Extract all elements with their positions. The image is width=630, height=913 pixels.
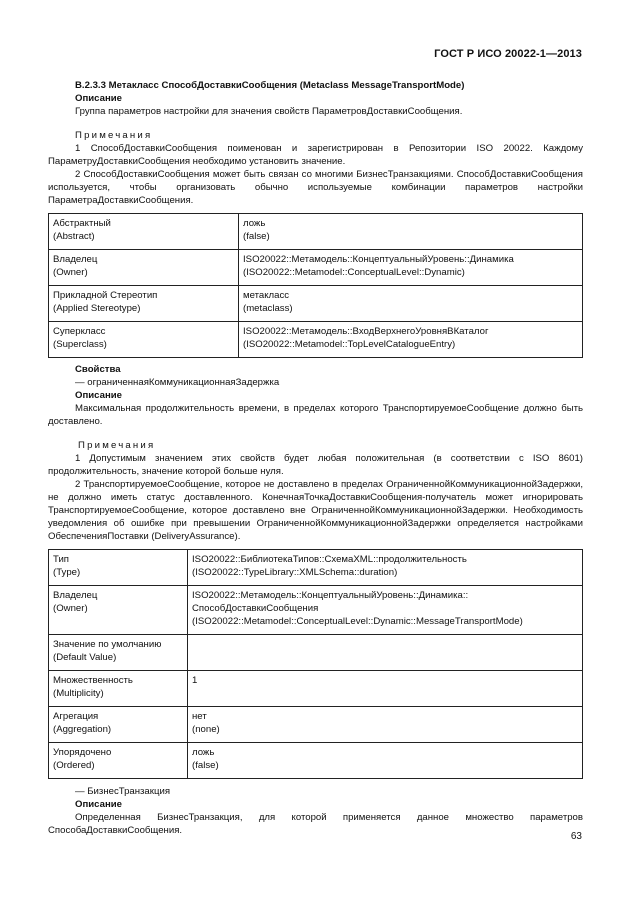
- attribute-value-cell: [188, 635, 583, 671]
- attribute-name: Прикладной Стереотип: [53, 290, 158, 301]
- attribute-name: Абстрактный: [53, 218, 111, 229]
- document-header: ГОСТ Р ИСО 20022-1—2013: [434, 48, 582, 60]
- description-heading: Описание: [75, 93, 122, 104]
- properties-heading: Свойства: [75, 364, 121, 375]
- property-name: — ограниченнаяКоммуникационнаяЗадержка: [75, 377, 280, 388]
- attribute-name-en: (Ordered): [53, 760, 95, 771]
- attribute-name-cell: [49, 635, 188, 671]
- property-description-text: Максимальная продолжительность времени, в пределах которого ТранспортируемоеСообщение должно быть доставлено.: [48, 403, 583, 427]
- attribute-name: Множественность: [53, 675, 133, 686]
- attribute-name-cell: [49, 286, 239, 322]
- attribute-value-cell: [239, 250, 583, 286]
- attribute-value-line: ISO20022::Метамодель::КонцептуальныйУровень::Динамика: [243, 254, 514, 265]
- table-row: [49, 671, 583, 707]
- table-row: [49, 586, 583, 635]
- attribute-name-cell: [49, 743, 188, 779]
- table-row: [49, 550, 583, 586]
- property-description-heading: Описание: [75, 799, 122, 810]
- attribute-name-cell: [49, 707, 188, 743]
- section-title: B.2.3.3 Метакласс СпособДоставкиСообщения (Metaclass MessageTransportMode): [75, 80, 465, 91]
- attribute-value-cell: [239, 214, 583, 250]
- attribute-name-en: (Owner): [53, 603, 88, 614]
- attribute-name-en: (Multiplicity): [53, 688, 104, 699]
- table-row: [49, 214, 583, 250]
- attribute-name: Агрегация: [53, 711, 99, 722]
- page-content: [48, 79, 583, 837]
- property-attributes-table: [48, 549, 583, 779]
- attribute-value-cell: [239, 322, 583, 358]
- attribute-value-line: СпособДоставкиСообщения: [192, 603, 319, 614]
- attribute-value-cell: [188, 743, 583, 779]
- attribute-value-line: 1: [192, 675, 198, 686]
- attribute-value-line: ISO20022::БиблиотекаТипов::СхемаXML::продолжительность: [192, 554, 467, 565]
- attribute-value-cell: [188, 707, 583, 743]
- table-row: [49, 286, 583, 322]
- table-row: [49, 322, 583, 358]
- attribute-value-line: (metaclass): [243, 303, 293, 314]
- attribute-value-cell: [188, 671, 583, 707]
- note-1: 1 СпособДоставкиСообщения поименован и зарегистрирован в Репозитории ISO 20022. Каждому ПараметруДоставкиСообщения необходимо установить значение.: [48, 143, 583, 167]
- attribute-value-line: ISO20022::Метамодель::ВходВерхнегоУровняВКаталог: [243, 326, 489, 337]
- attribute-name: Значение по умолчанию: [53, 639, 162, 650]
- attribute-name-en: (Applied Stereotype): [53, 303, 141, 314]
- attribute-value-line: (false): [243, 231, 270, 242]
- attribute-value-cell: [188, 586, 583, 635]
- attribute-name: Владелец: [53, 590, 98, 601]
- attribute-value-line: (ISO20022::Metamodel::ConceptualLevel::Dynamic::MessageTransportMode): [192, 616, 523, 627]
- property-description-heading: Описание: [75, 390, 122, 401]
- attribute-name: Упорядочено: [53, 747, 112, 758]
- attribute-value-line: (ISO20022::Metamodel::ConceptualLevel::Dynamic): [243, 267, 465, 278]
- property-notes-heading: Примечания: [78, 440, 156, 451]
- attribute-name-cell: [49, 550, 188, 586]
- attribute-name-cell: [49, 322, 239, 358]
- attribute-name-en: (Owner): [53, 267, 88, 278]
- attribute-value-line: (none): [192, 724, 220, 735]
- attribute-name: Владелец: [53, 254, 98, 265]
- attribute-name-en: (Abstract): [53, 231, 95, 242]
- attribute-value-cell: [188, 550, 583, 586]
- metaclass-properties-table: [48, 213, 583, 358]
- note-2: 2 СпособДоставкиСообщения может быть связан со многими БизнесТранзакциями. СпособДоставкиСообщения используется, чтобы организовать обычно используемые комбинации параметров настройки ПараметраДоставкиСообщения.: [48, 169, 583, 206]
- attribute-name-en: (Aggregation): [53, 724, 112, 735]
- table-row: [49, 743, 583, 779]
- property-description-text: Определенная БизнесТранзакция, для которой применяется данное множество параметров СпособаДоставкиСообщения.: [48, 812, 583, 836]
- attribute-value-line: ложь: [243, 218, 266, 229]
- table-row: [49, 250, 583, 286]
- attribute-name: Суперкласс: [53, 326, 106, 337]
- property-name: — БизнесТранзакция: [75, 786, 171, 797]
- attribute-name-cell: [49, 250, 239, 286]
- attribute-name-en: (Default Value): [53, 652, 117, 663]
- notes-heading: Примечания: [75, 130, 153, 141]
- table-row: [49, 707, 583, 743]
- attribute-value-line: (ISO20022::TypeLibrary::XMLSchema::duration): [192, 567, 398, 578]
- attribute-value-cell: [239, 286, 583, 322]
- attribute-value-line: (false): [192, 760, 219, 771]
- page-number: 63: [570, 831, 582, 842]
- property-note-1: 1 Допустимым значением этих свойств будет любая положительная (в соответствии с ISO 8601) продолжительность, значение которой больше нуля.: [48, 453, 583, 477]
- attribute-value-line: ложь: [192, 747, 215, 758]
- attribute-name-cell: [49, 214, 239, 250]
- attribute-name-en: (Type): [53, 567, 81, 578]
- attribute-name-cell: [49, 671, 188, 707]
- attribute-name-en: (Superclass): [53, 339, 107, 350]
- attribute-name: Тип: [53, 554, 69, 565]
- property-note-2: 2 ТранспортируемоеСообщение, которое не доставлено в пределах ОграниченнойКоммуникационнойЗадержки, не должно иметь статус доставленного. КонечнаяТочкаДоставкиСообщения-получатель может игнорировать ТранспортируемоеСообщение, которое доставлено вне ОграниченнойКоммуникационнойЗадержки. Необходимость уведомления об ошибке при превышении ОграниченнойКоммуникационнойЗадержки определяется настройками ОбеспеченияПоставки (DeliveryAssurance).: [48, 479, 583, 542]
- attribute-name-cell: [49, 586, 188, 635]
- attribute-value-line: (ISO20022::Metamodel::TopLevelCatalogueEntry): [243, 339, 456, 350]
- attribute-value-line: нет: [192, 711, 207, 722]
- table-row: [49, 635, 583, 671]
- description-text: Группа параметров настройки для значения свойств ПараметровДоставкиСообщения.: [75, 106, 463, 117]
- attribute-value-line: метакласс: [243, 290, 290, 301]
- attribute-value-line: ISO20022::Метамодель::КонцептуальныйУровень::Динамика::: [192, 590, 469, 601]
